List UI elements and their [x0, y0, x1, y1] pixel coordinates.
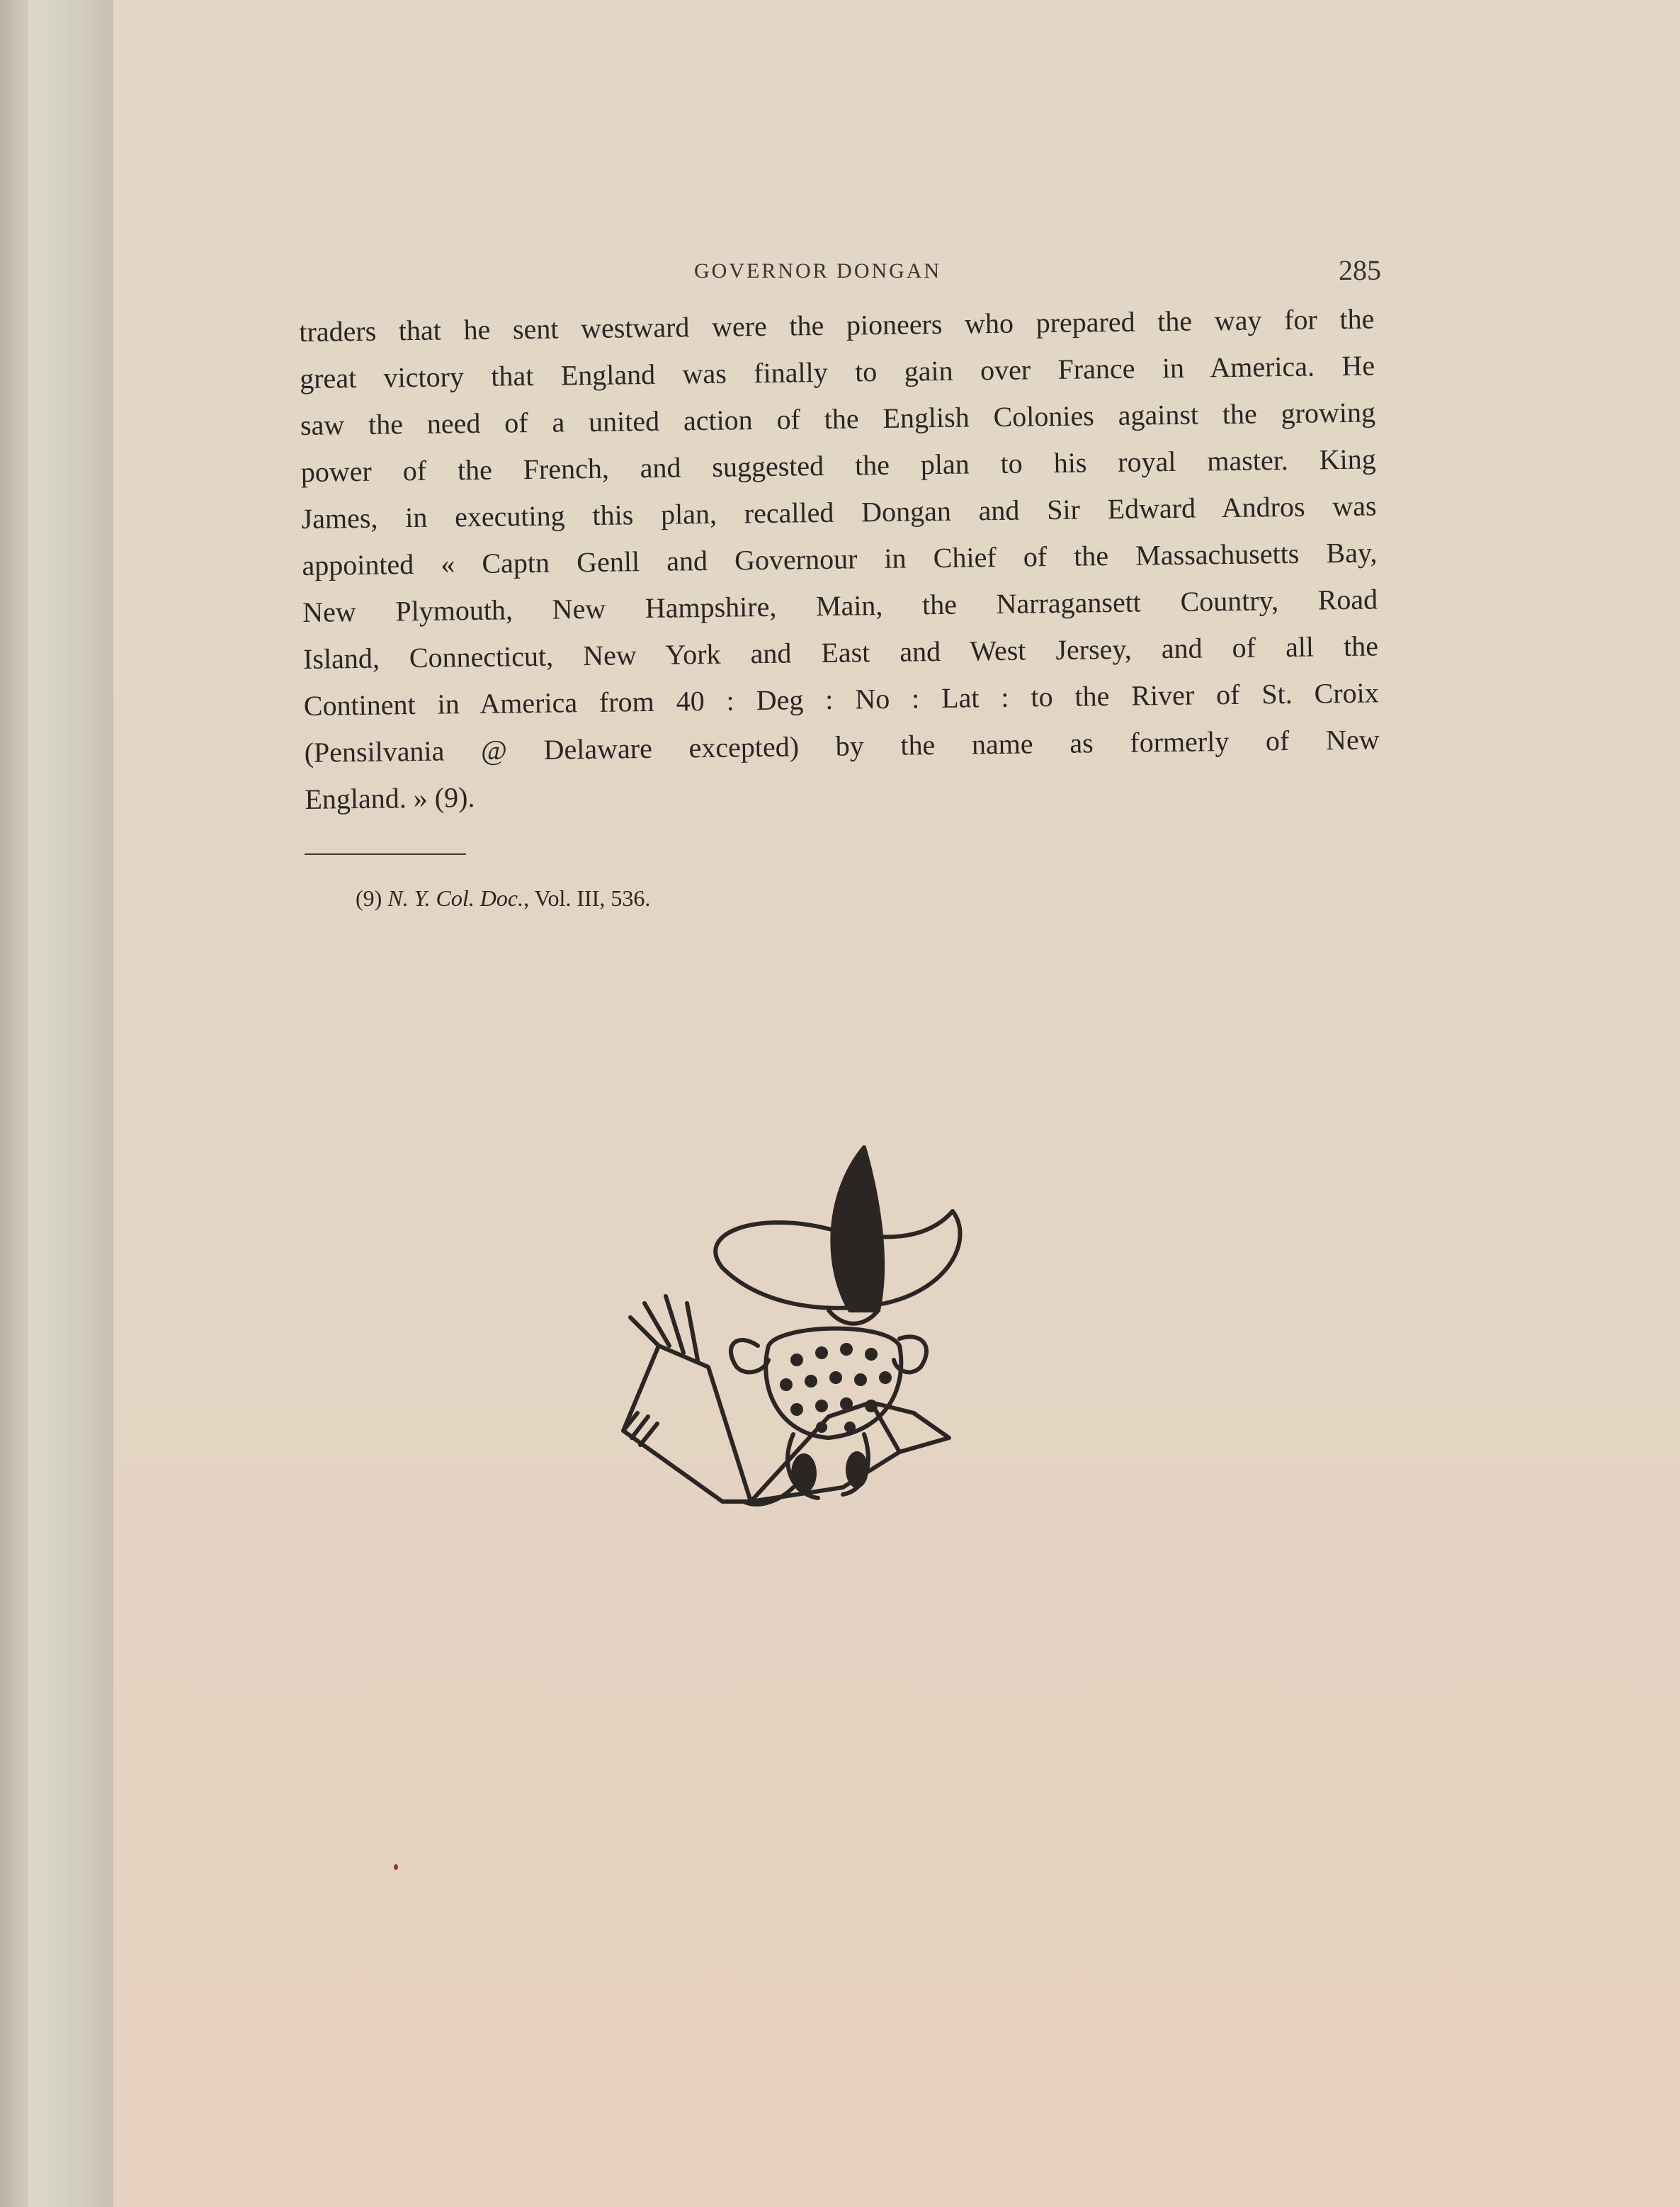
- body-line: Continent in America from 40 : Deg : No : Lat : to the River of St. Croix: [303, 676, 1380, 722]
- body-line: James, in executing this plan, recalled Dongan and Sir Edward Andros was: [301, 489, 1377, 535]
- body-line: (Pensilvania @ Delaware excepted) by the name as formerly of New: [304, 723, 1380, 768]
- running-title: GOVERNOR DONGAN: [694, 259, 942, 283]
- body-line: appointed « Captn Genll and Governour in Chief of the Massachusetts Bay,: [302, 536, 1378, 581]
- binding-gutter: [28, 0, 113, 2207]
- paper-speck: [394, 1864, 398, 1870]
- footnote-marker: (9): [356, 885, 382, 911]
- body-line: great victory that England was finally to gain over France in America. He: [299, 349, 1375, 395]
- body-line: saw the need of a united action of the English Colonies against the growing: [300, 396, 1376, 441]
- footnote-rule: [305, 853, 466, 855]
- body-line: traders that he sent westward were the pioneers who prepared the way for the: [299, 302, 1375, 348]
- reading-child-vignette-icon: [616, 1133, 1069, 1530]
- page-number: 285: [1339, 254, 1381, 286]
- footnote-reference: Vol. III, 536.: [534, 885, 651, 911]
- footnote-source: N. Y. Col. Doc.,: [387, 885, 530, 911]
- binding-edge: [0, 0, 28, 2207]
- body-line: England. » (9).: [305, 781, 475, 815]
- body-line: New Plymouth, New Hampshire, Main, the Narragansett Country, Road: [302, 583, 1378, 628]
- footnote: [356, 885, 650, 912]
- running-head: [297, 254, 1388, 296]
- body-paragraph: [299, 295, 1380, 822]
- body-line: Island, Connecticut, New York and East and West Jersey, and of all the: [302, 630, 1379, 675]
- body-line: power of the French, and suggested the plan to his royal master. King: [300, 443, 1376, 488]
